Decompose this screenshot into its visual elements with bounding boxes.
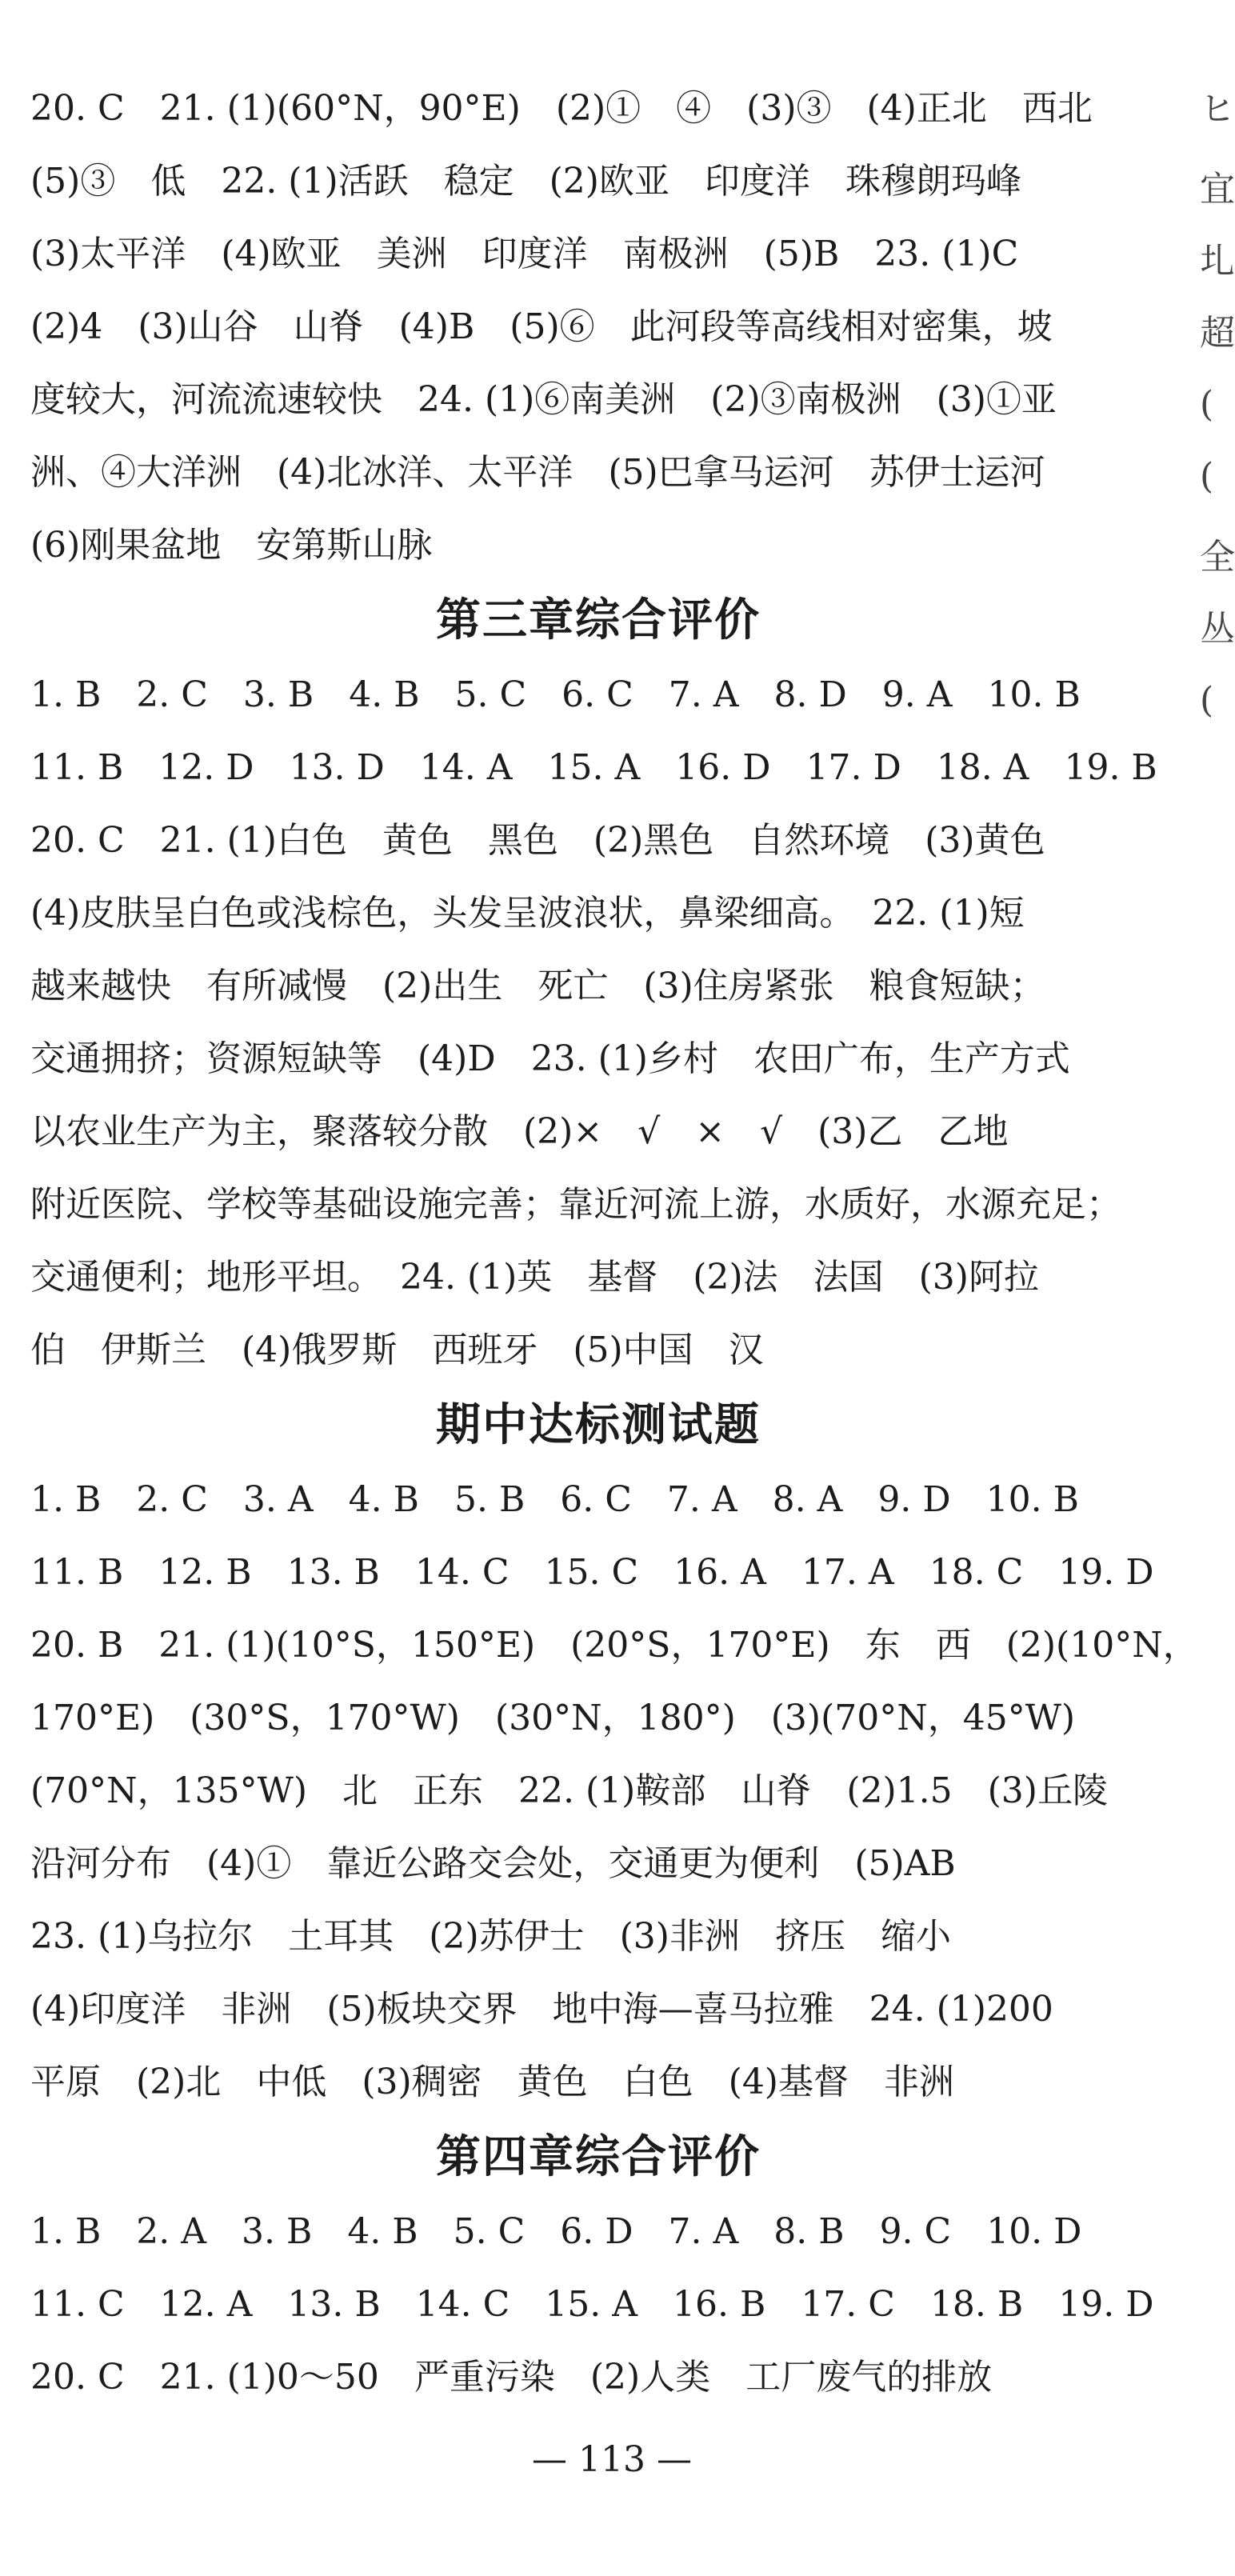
answer-line: 交通便利；地形平坦。 24. (1)英 基督 (2)法 法国 (3)阿拉 (30, 1257, 1039, 1298)
answer-line: 11. C 12. A 13. B 14. C 15. A 16. B 17. C 18. B 19. D (30, 2284, 1154, 2325)
edge-fragment: 全 (1200, 537, 1235, 578)
answer-line: 1. B 2. A 3. B 4. B 5. C 6. D 7. A 8. B 9. C 10. D (30, 2211, 1082, 2252)
answer-line: (2)4 (3)山谷 山脊 (4)B (5)⑥ 此河段等高线相对密集，坡 (30, 306, 1053, 347)
section-heading: 第四章综合评价 (436, 2130, 761, 2183)
answer-content (30, 72, 1198, 2414)
adjacent-page-edge (1192, 72, 1235, 1432)
edge-fragment: ヒ (1200, 89, 1235, 130)
answer-line: 20. C 21. (1)(60°N，90°E) (2)① ④ (3)③ (4)正北 西北 (30, 88, 1093, 129)
answer-line: 伯 伊斯兰 (4)俄罗斯 西班牙 (5)中国 汉 (30, 1330, 764, 1370)
answer-line: 20. C 21. (1)0～50 严重污染 (2)人类 工厂废气的排放 (30, 2357, 993, 2398)
answer-line: (4)皮肤呈白色或浅棕色，头发呈波浪状，鼻梁细高。 22. (1)短 (30, 893, 1025, 934)
answer-line: (4)印度洋 非洲 (5)板块交界 地中海—喜马拉雅 24. (1)200 (30, 1989, 1053, 2030)
edge-fragment: 超 (1200, 313, 1235, 354)
answer-line: 11. B 12. D 13. D 14. A 15. A 16. D 17. D 18. A 19. B (30, 747, 1157, 788)
answer-line: 23. (1)乌拉尔 土耳其 (2)苏伊士 (3)非洲 挤压 缩小 (30, 1916, 951, 1957)
answer-line: (3)太平洋 (4)欧亚 美洲 印度洋 南极洲 (5)B 23. (1)C (30, 234, 1019, 274)
edge-fragment: ( (1200, 456, 1214, 497)
answer-line: 1. B 2. C 3. A 4. B 5. B 6. C 7. A 8. A 9. D 10. B (30, 1479, 1079, 1520)
answer-line: 20. C 21. (1)白色 黄色 黑色 (2)黑色 自然环境 (3)黄色 (30, 820, 1045, 861)
answer-line: 度较大，河流流速较快 24. (1)⑥南美洲 (2)③南极洲 (3)①亚 (30, 379, 1057, 420)
section-heading: 期中达标测试题 (436, 1398, 761, 1451)
answer-line: 以农业生产为主，聚落较分散 (2)× √ × √ (3)乙 乙地 (30, 1111, 1009, 1152)
edge-fragment: 丛 (1200, 609, 1235, 650)
answer-line: 洲、④大洋洲 (4)北冰洋、太平洋 (5)巴拿马运河 苏伊士运河 (30, 452, 1045, 493)
answer-line: 20. B 21. (1)(10°S，150°E) (20°S，170°E) 东 西 (2)(10°N， (30, 1625, 1198, 1666)
edge-fragment: 宜 (1200, 169, 1235, 210)
answer-line: 附近医院、学校等基础设施完善；靠近河流上游，水质好，水源充足； (30, 1184, 1121, 1225)
section-heading: 第三章综合评价 (436, 594, 761, 646)
answer-line: 沿河分布 (4)① 靠近公路交会处，交通更为便利 (5)AB (30, 1843, 956, 1884)
answer-line: 平原 (2)北 中低 (3)稠密 黄色 白色 (4)基督 非洲 (30, 2062, 954, 2102)
answer-line: 交通拥挤；资源短缺等 (4)D 23. (1)乡村 农田广布，生产方式 (30, 1038, 1070, 1079)
edge-fragment: ( (1200, 384, 1214, 425)
answer-line: (70°N，135°W) 北 正东 22. (1)鞍部 山脊 (2)1.5 (3)丘陵 (30, 1770, 1108, 1811)
answer-line: 1. B 2. C 3. B 4. B 5. C 6. C 7. A 8. D 9. A 10. B (30, 674, 1081, 715)
answer-line: (5)③ 低 22. (1)活跃 稳定 (2)欧亚 印度洋 珠穆朗玛峰 (30, 161, 1021, 202)
answer-line: 11. B 12. B 13. B 14. C 15. C 16. A 17. A 18. C 19. D (30, 1552, 1154, 1593)
page-number: — 113 — (532, 2439, 692, 2480)
answer-line: (6)刚果盆地 安第斯山脉 (30, 525, 433, 566)
answer-line: 越来越快 有所减慢 (2)出生 死亡 (3)住房紧张 粮食短缺； (30, 966, 1045, 1006)
edge-fragment: ( (1200, 680, 1214, 721)
answer-line: 170°E) (30°S，170°W) (30°N，180°) (3)(70°N，45°W) (30, 1698, 1076, 1738)
edge-fragment: 圠 (1200, 241, 1235, 282)
